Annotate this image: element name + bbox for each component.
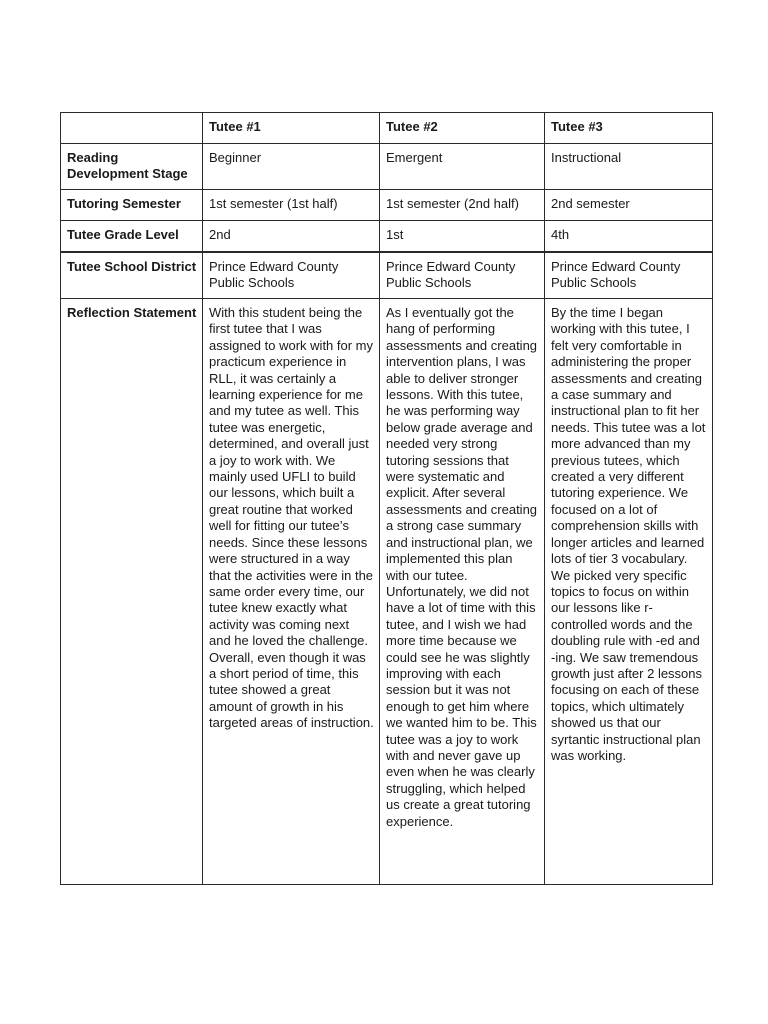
table-cell: 2nd semester xyxy=(545,190,713,221)
row-header-reflection-statement: Reflection Statement xyxy=(61,299,203,885)
row-header-tutoring-semester: Tutoring Semester xyxy=(61,190,203,221)
table-row xyxy=(61,299,713,885)
column-header-tutee-2: Tutee #2 xyxy=(380,113,545,144)
row-header-reading-stage: Reading Development Stage xyxy=(61,144,203,190)
row-header-school-district: Tutee School District xyxy=(61,252,203,299)
table-cell: 2nd xyxy=(203,221,380,253)
table-row xyxy=(61,221,713,253)
reflection-cell-tutee-3: By the time I began working with this tutee, I felt very comfortable in administering the proper assessments and creating a case summary and instructional plan to fit her needs. This tutee was a lot more advanced than my previous tutees, which created a very different tutoring experience. We focused on a lot of comprehension skills with longer articles and learned lots of tier 3 vocabulary. We picked very specific topics to focus on within our lessons like r-controlled words and the doubling rule with -ed and -ing. We saw tremendous growth just after 2 lessons focusing on each of these topics, which ultimately showed us that our syrtantic instructional plan was working. xyxy=(545,299,713,885)
header-row xyxy=(61,113,713,144)
table-row xyxy=(61,252,713,299)
table-cell: 1st semester (2nd half) xyxy=(380,190,545,221)
table-cell: Instructional xyxy=(545,144,713,190)
table-cell: Prince Edward County Public Schools xyxy=(203,252,380,299)
table-cell: Prince Edward County Public Schools xyxy=(545,252,713,299)
table-cell: 1st xyxy=(380,221,545,253)
table-row xyxy=(61,144,713,190)
table-cell: 1st semester (1st half) xyxy=(203,190,380,221)
table-cell: Prince Edward County Public Schools xyxy=(380,252,545,299)
reflection-cell-tutee-1: With this student being the first tutee that I was assigned to work with for my practicum experience in RLL, it was certainly a learning experience for me and my tutee as well. This tutee was energetic, determined, and overall just a joy to work with. We mainly used UFLI to build our lessons, which built a great routine that worked well for fitting our tutee’s needs. Since these lessons were structured in a way that the activities were in the same order every time, our tutee knew exactly what activity was coming next and he loved the challenge. Overall, even though it was a short period of time, this tutee showed a great amount of growth in his targeted areas of instruction. xyxy=(203,299,380,885)
column-header-tutee-3: Tutee #3 xyxy=(545,113,713,144)
reflection-cell-tutee-2: As I eventually got the hang of performing assessments and creating intervention plans, I was able to deliver stronger lessons. With this tutee, he was performing way below grade average and needed very strong tutoring sessions that were systematic and explicit. After several assessments and creating a strong case summary and instructional plan, we implemented this plan with our tutee. Unfortunately, we did not have a lot of time with this tutee, and I wish we had more time because we could see he was slightly improving with each session but it was not enough to get him where we wanted him to be. This tutee was a joy to work with and never gave up even when he was clearly struggling, which helped us create a great tutoring experience. xyxy=(380,299,545,885)
table-cell: 4th xyxy=(545,221,713,253)
column-header-tutee-1: Tutee #1 xyxy=(203,113,380,144)
row-header-grade-level: Tutee Grade Level xyxy=(61,221,203,253)
corner-cell xyxy=(61,113,203,144)
table-row xyxy=(61,190,713,221)
table-cell: Beginner xyxy=(203,144,380,190)
table-cell: Emergent xyxy=(380,144,545,190)
tutee-comparison-table xyxy=(60,112,713,885)
